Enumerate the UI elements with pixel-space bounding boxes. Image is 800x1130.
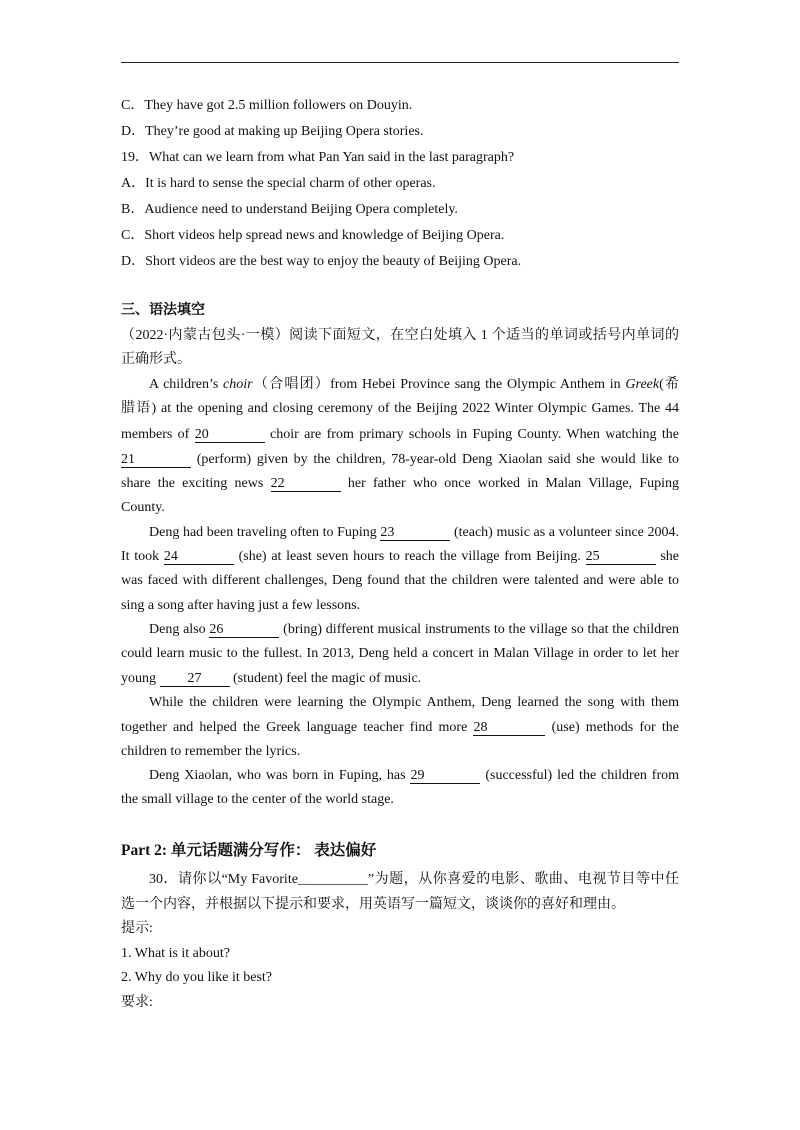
question-30-cont: 选一个内容，并根据以下提示和要求，用英语写一篇短文，谈谈你的喜好和理由。 bbox=[121, 897, 625, 912]
blank-22[interactable]: 22 bbox=[271, 477, 341, 492]
section3-instruction-cont: 正确形式。 bbox=[121, 352, 191, 367]
tip-item: 2. Why do you like it best? bbox=[121, 970, 272, 985]
section3-instruction: （2022·内蒙古包头·一模）阅读下面短文，在空白处填入 1 个适当的单词或括号内单词的 bbox=[121, 328, 679, 343]
blank-23[interactable]: 23 bbox=[380, 526, 450, 541]
passage-line: While the children were learning the Olympic Anthem, Deng learned the song with them bbox=[149, 695, 679, 710]
section3-heading: 三、语法填空 bbox=[121, 303, 205, 318]
blank-26[interactable]: 26 bbox=[209, 623, 279, 638]
passage-line: young 27 (student) feel the magic of music. bbox=[121, 671, 422, 686]
blank-29[interactable]: 29 bbox=[410, 769, 480, 784]
blank-27[interactable]: 27 bbox=[160, 672, 230, 687]
blank-20[interactable]: 20 bbox=[195, 428, 265, 443]
option-18d: D．They’re good at making up Beijing Opera stories. bbox=[121, 124, 424, 139]
option-19a: A．It is hard to sense the special charm of other operas. bbox=[121, 176, 436, 191]
tip-item: 1. What is it about? bbox=[121, 946, 230, 961]
passage-line: Deng also 26 (bring) different musical instruments to the village so that the children bbox=[149, 622, 679, 637]
question-30: 30．请你以“My Favorite__________”为题，从你喜爱的电影、歌曲、电视节目等中任 bbox=[149, 872, 679, 887]
passage-line: share the exciting news 22 her father who once worked in Malan Village, Fuping bbox=[121, 476, 679, 491]
passage-line: It took 24 (she) at least seven hours to reach the village from Beijing. 25 she bbox=[121, 549, 679, 564]
blank-28[interactable]: 28 bbox=[473, 721, 545, 736]
passage-line: the small village to the center of the world stage. bbox=[121, 792, 394, 807]
passage-line: members of 20 choir are from primary schools in Fuping County. When watching the bbox=[121, 427, 679, 442]
option-18c: C．They have got 2.5 million followers on Douyin. bbox=[121, 98, 413, 113]
passage-line: together and helped the Greek language teacher find more 28 (use) methods for the bbox=[121, 720, 679, 735]
option-19c: C．Short videos help spread news and knowledge of Beijing Opera. bbox=[121, 228, 505, 243]
passage-line: 腊语) at the opening and closing ceremony of the Beijing 2022 Winter Olympic Games. The 44 bbox=[121, 401, 679, 416]
passage-line: Deng Xiaolan, who was born in Fuping, has 29 (successful) led the children from bbox=[149, 768, 679, 783]
passage-line: could learn music to the fullest. In 2013, Deng held a concert in Malan Village in order to let her bbox=[121, 646, 679, 661]
passage-line: was faced with different challenges, Deng found that the children were talented and were able to bbox=[121, 573, 679, 588]
blank-25[interactable]: 25 bbox=[586, 550, 656, 565]
option-19d: D．Short videos are the best way to enjoy the beauty of Beijing Opera. bbox=[121, 254, 522, 269]
passage-line: children to remember the lyrics. bbox=[121, 744, 301, 759]
passage-line: A children’s choir（合唱团）from Hebei Province sang the Olympic Anthem in Greek(希 bbox=[149, 377, 679, 392]
blank-21[interactable]: 21 bbox=[121, 453, 191, 468]
requirements-label: 要求: bbox=[121, 995, 153, 1010]
passage-line: 21 (perform) given by the children, 78-year-old Deng Xiaolan said she would like to bbox=[121, 452, 679, 467]
header-rule bbox=[121, 62, 679, 63]
tips-label: 提示: bbox=[121, 921, 153, 936]
passage-line: Deng had been traveling often to Fuping 23 (teach) music as a volunteer since 2004. bbox=[149, 525, 679, 540]
passage-line: sing a song after having just a few lessons. bbox=[121, 598, 361, 613]
option-19b: B．Audience need to understand Beijing Opera completely. bbox=[121, 202, 458, 217]
title-blank[interactable]: __________ bbox=[297, 872, 368, 887]
blank-24[interactable]: 24 bbox=[164, 550, 234, 565]
passage-line: County. bbox=[121, 500, 165, 515]
part2-heading: Part 2: 单元话题满分写作： 表达偏好 bbox=[121, 842, 377, 859]
question-19: 19．What can we learn from what Pan Yan said in the last paragraph? bbox=[121, 150, 515, 165]
